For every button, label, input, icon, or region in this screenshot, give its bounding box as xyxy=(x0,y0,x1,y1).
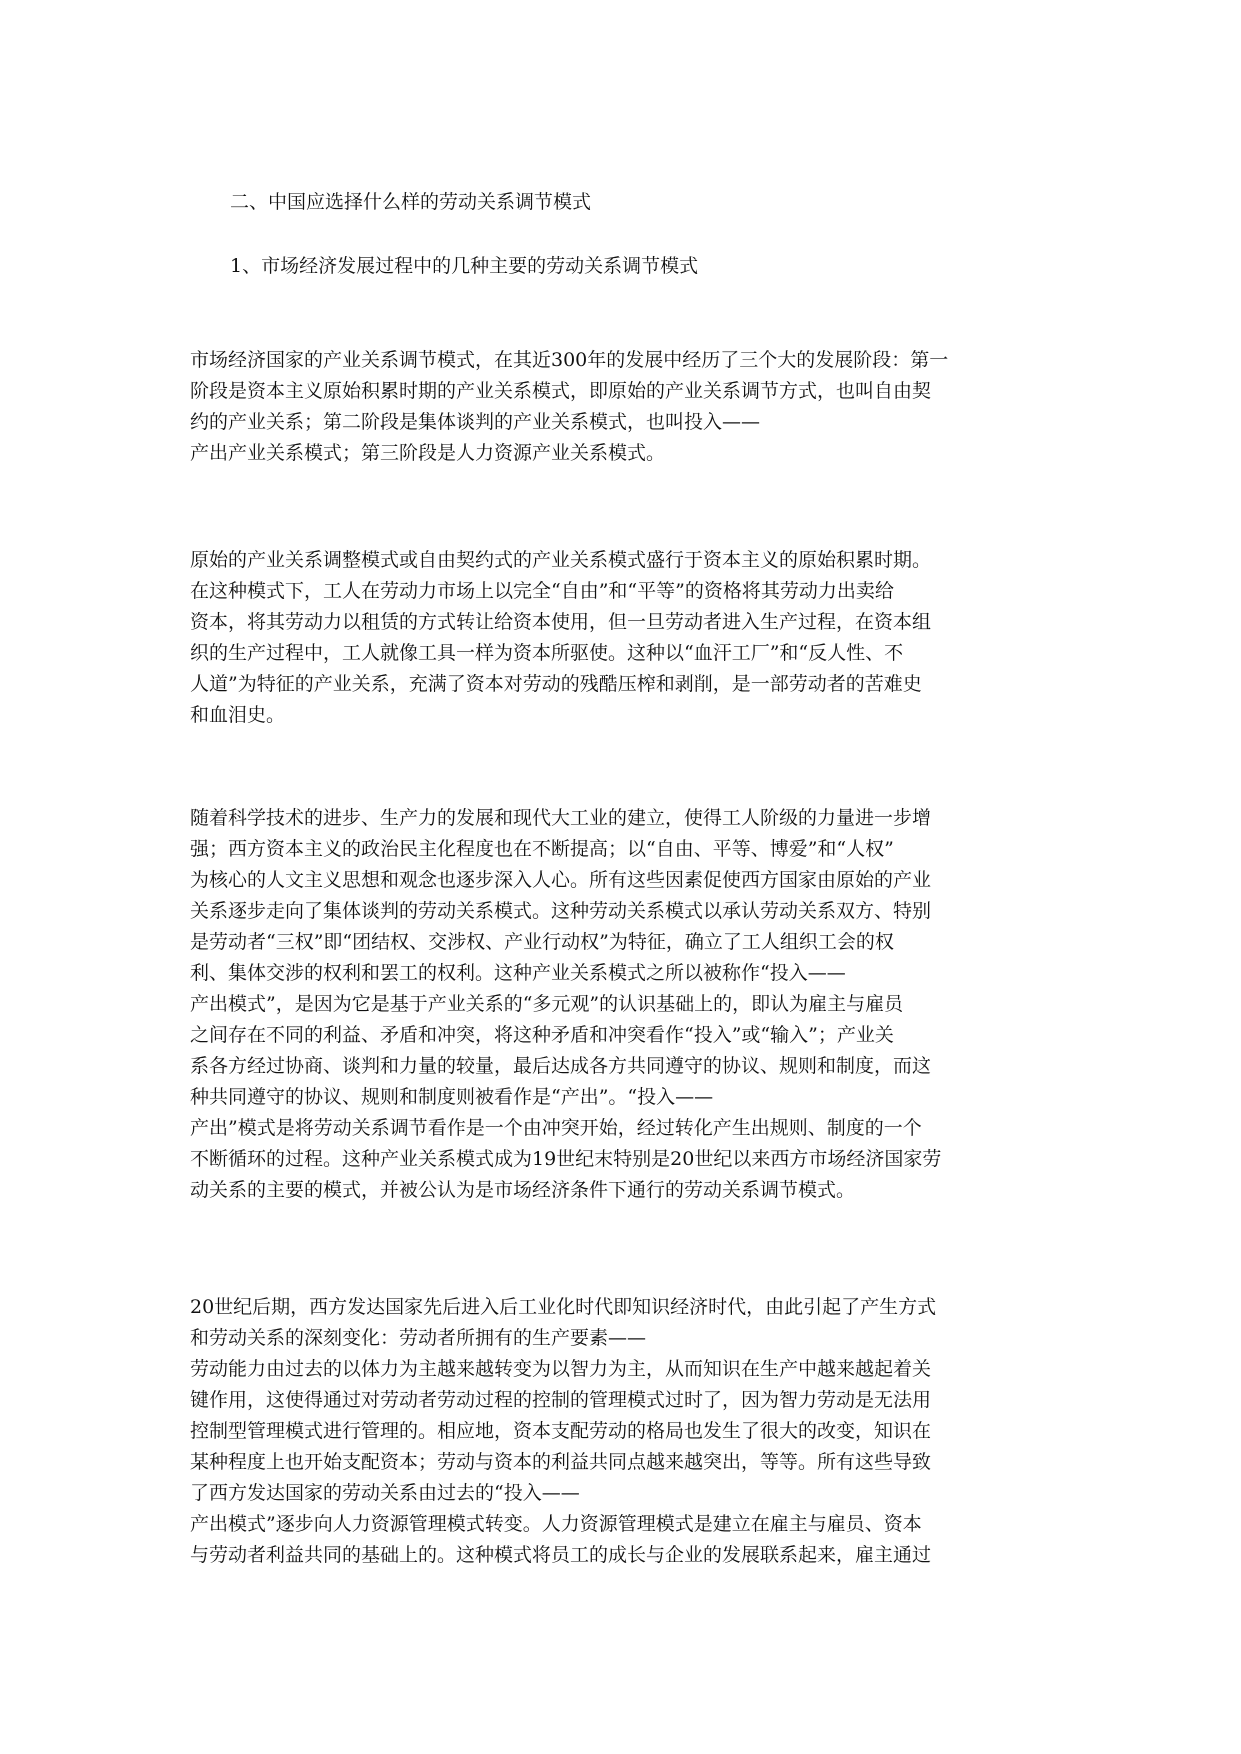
paragraph-line: 利、集体交涉的权利和罢工的权利。这种产业关系模式之所以被称作“投入—— xyxy=(190,962,846,984)
paragraph-line: 产出产业关系模式；第三阶段是人力资源产业关系模式。 xyxy=(190,442,666,464)
paragraph-line: 20世纪后期，西方发达国家先后进入后工业化时代即知识经济时代，由此引起了产生方式 xyxy=(190,1296,937,1318)
paragraph-line: 阶段是资本主义原始积累时期的产业关系模式，即原始的产业关系调节方式，也叫自由契 xyxy=(190,380,932,402)
paragraph-line: 产出模式”，是因为它是基于产业关系的“多元观”的认识基础上的，即认为雇主与雇员 xyxy=(190,993,904,1015)
paragraph-4 xyxy=(190,1292,1060,1571)
paragraph-line: 产出”模式是将劳动关系调节看作是一个由冲突开始，经过转化产生出规则、制度的一个 xyxy=(190,1117,922,1139)
paragraph-line: 了西方发达国家的劳动关系由过去的“投入—— xyxy=(190,1482,580,1504)
paragraph-line: 系各方经过协商、谈判和力量的较量，最后达成各方共同遵守的协议、规则和制度，而这 xyxy=(190,1055,932,1077)
paragraph-line: 关系逐步走向了集体谈判的劳动关系模式。这种劳动关系模式以承认劳动关系双方、特别 xyxy=(190,900,932,922)
paragraph-line: 为核心的人文主义思想和观念也逐步深入人心。所有这些因素促使西方国家由原始的产业 xyxy=(190,869,932,891)
paragraph-line: 在这种模式下，工人在劳动力市场上以完全“自由”和“平等”的资格将其劳动力出卖给 xyxy=(190,580,894,602)
paragraph-line: 织的生产过程中，工人就像工具一样为资本所驱使。这种以“血汗工厂”和“反人性、不 xyxy=(190,642,904,664)
paragraph-line: 约的产业关系；第二阶段是集体谈判的产业关系模式，也叫投入—— xyxy=(190,411,761,433)
subsection-heading: 1、市场经济发展过程中的几种主要的劳动关系调节模式 xyxy=(230,255,699,277)
paragraph-line: 和劳动关系的深刻变化：劳动者所拥有的生产要素—— xyxy=(190,1327,647,1349)
paragraph-line: 不断循环的过程。这种产业关系模式成为19世纪末特别是20世纪以来西方市场经济国家劳 xyxy=(190,1148,942,1170)
paragraph-line: 资本，将其劳动力以租赁的方式转让给资本使用，但一旦劳动者进入生产过程，在资本组 xyxy=(190,611,932,633)
paragraph-line: 产出模式”逐步向人力资源管理模式转变。人力资源管理模式是建立在雇主与雇员、资本 xyxy=(190,1513,922,1535)
paragraph-line: 随着科学技术的进步、生产力的发展和现代大工业的建立，使得工人阶级的力量进一步增 xyxy=(190,807,932,829)
paragraph-line: 原始的产业关系调整模式或自由契约式的产业关系模式盛行于资本主义的原始积累时期。 xyxy=(190,549,932,571)
paragraph-line: 之间存在不同的利益、矛盾和冲突，将这种矛盾和冲突看作“投入”或“输入”；产业关 xyxy=(190,1024,894,1046)
paragraph-2 xyxy=(190,545,1060,731)
paragraph-line: 动关系的主要的模式，并被公认为是市场经济条件下通行的劳动关系调节模式。 xyxy=(190,1179,856,1201)
paragraph-line: 与劳动者利益共同的基础上的。这种模式将员工的成长与企业的发展联系起来，雇主通过 xyxy=(190,1544,932,1566)
paragraph-line: 键作用，这使得通过对劳动者劳动过程的控制的管理模式过时了，因为智力劳动是无法用 xyxy=(190,1389,932,1411)
paragraph-line: 市场经济国家的产业关系调节模式，在其近300年的发展中经历了三个大的发展阶段：第一 xyxy=(190,349,949,371)
paragraph-line: 某种程度上也开始支配资本；劳动与资本的利益共同点越来越突出，等等。所有这些导致 xyxy=(190,1451,932,1473)
paragraph-line: 和血泪史。 xyxy=(190,704,286,726)
paragraph-line: 强；西方资本主义的政治民主化程度也在不断提高；以“自由、平等、博爱”和“人权” xyxy=(190,838,894,860)
paragraph-line: 种共同遵守的协议、规则和制度则被看作是“产出”。“投入—— xyxy=(190,1086,714,1108)
paragraph-line: 劳动能力由过去的以体力为主越来越转变为以智力为主，从而知识在生产中越来越起着关 xyxy=(190,1358,932,1380)
paragraph-line: 人道”为特征的产业关系，充满了资本对劳动的残酷压榨和剥削，是一部劳动者的苦难史 xyxy=(190,673,922,695)
section-heading: 二、中国应选择什么样的劳动关系调节模式 xyxy=(230,191,592,213)
paragraph-line: 控制型管理模式进行管理的。相应地，资本支配劳动的格局也发生了很大的改变，知识在 xyxy=(190,1420,932,1442)
paragraph-3 xyxy=(190,803,1060,1206)
paragraph-line: 是劳动者“三权”即“团结权、交涉权、产业行动权”为特征，确立了工人组织工会的权 xyxy=(190,931,894,953)
paragraph-1 xyxy=(190,345,1060,469)
